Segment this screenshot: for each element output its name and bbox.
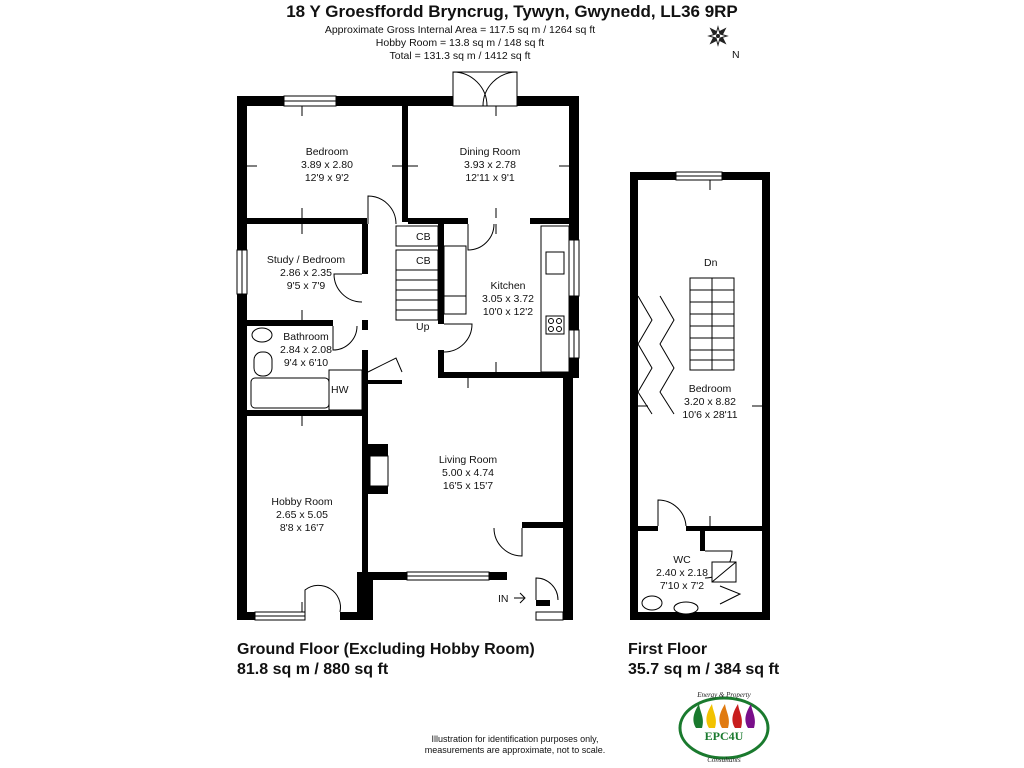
bath-icon [251, 378, 329, 408]
room-name: Bedroom [305, 146, 349, 158]
cupboard-label-1: CB [416, 231, 431, 243]
wardrobe-left-icon [638, 296, 652, 414]
entrance-label: IN [498, 593, 509, 605]
total-area-text: Total = 131.3 sq m / 1412 sq ft [389, 50, 531, 62]
room-imperial: 10'0 x 12'2 [482, 306, 534, 318]
fireplace-icon [370, 456, 388, 486]
room-imperial: 12'9 x 9'2 [304, 172, 350, 184]
stairs-down-label: Dn [704, 257, 718, 269]
room-bedroom-first [682, 383, 737, 421]
room-metric: 2.86 x 2.35 [280, 267, 332, 279]
hob-icon [546, 316, 564, 334]
room-imperial: 12'11 x 9'1 [465, 172, 515, 184]
room-metric: 3.20 x 8.82 [684, 396, 736, 408]
first-floor-area: 35.7 sq m / 384 sq ft [628, 661, 780, 678]
compass-icon [701, 19, 740, 61]
room-metric: 3.93 x 2.78 [464, 159, 516, 171]
room-imperial: 16'5 x 15'7 [442, 480, 494, 492]
disclaimer-line-1: Illustration for identification purposes only, [431, 734, 599, 744]
page-title: 18 Y Groesffordd Bryncrug, Tywyn, Gwynedd, LL36 9RP [286, 2, 738, 21]
basin-icon [254, 352, 272, 376]
toilet-icon [252, 328, 272, 342]
gross-area-text: Approximate Gross Internal Area = 117.5 sq m / 1264 sq ft [324, 24, 596, 36]
room-metric: 3.05 x 3.72 [482, 293, 534, 305]
ground-floor-summary [237, 640, 535, 680]
room-name: Kitchen [490, 280, 526, 292]
first-floor-title: First Floor [628, 641, 708, 658]
room-metric: 5.00 x 4.74 [442, 467, 494, 479]
room-name: Bedroom [688, 383, 732, 395]
first-floor-windows [676, 172, 722, 180]
ground-floor-area: 81.8 sq m / 880 sq ft [237, 661, 389, 678]
toilet-icon [642, 596, 662, 610]
room-metric: 3.89 x 2.80 [301, 159, 353, 171]
room-imperial: 10'6 x 28'11 [682, 409, 738, 421]
room-bathroom [280, 331, 332, 369]
room-kitchen [482, 280, 534, 318]
room-imperial: 9'4 x 6'10 [283, 357, 329, 369]
compass-north-label: N [732, 49, 740, 61]
room-wc [656, 554, 708, 592]
room-hobby-room [271, 496, 333, 534]
stairs-up-label: Up [416, 321, 430, 333]
logo-name: EPC4U [704, 729, 744, 743]
disclaimer-line-2: measurements are approximate, not to scale. [424, 745, 606, 755]
room-imperial: 7'10 x 7'2 [659, 580, 705, 592]
room-imperial: 8'8 x 16'7 [279, 522, 325, 534]
room-name: Hobby Room [271, 496, 333, 508]
room-name: Bathroom [283, 331, 329, 343]
stairs-icon [396, 270, 438, 320]
room-name: Living Room [438, 454, 498, 466]
room-living-room [439, 454, 498, 492]
room-metric: 2.40 x 2.18 [656, 567, 708, 579]
cupboard-label-2: CB [416, 255, 431, 267]
room-name: WC [673, 554, 691, 566]
room-imperial: 9'5 x 7'9 [286, 280, 326, 292]
hot-water-label: HW [331, 384, 349, 396]
room-dining-room [460, 146, 521, 184]
basin-icon [674, 602, 698, 614]
room-study-bedroom [267, 254, 345, 292]
room-metric: 2.84 x 2.08 [280, 344, 332, 356]
room-name: Study / Bedroom [266, 254, 346, 266]
sink-icon [546, 252, 564, 274]
disclaimer [400, 734, 630, 756]
room-bedroom-ground [301, 146, 353, 184]
entrance-arrow-icon [514, 593, 525, 603]
hobby-area-text: Hobby Room = 13.8 sq m / 148 sq ft [375, 37, 545, 49]
logo-bottom-text: Consultants [707, 756, 741, 764]
room-metric: 2.65 x 5.05 [276, 509, 328, 521]
logo-top-text: Energy & Property [697, 691, 751, 699]
epc4u-logo [676, 688, 772, 764]
first-floor-summary [628, 640, 779, 680]
room-name: Dining Room [459, 146, 521, 158]
ground-floor-title: Ground Floor (Excluding Hobby Room) [237, 641, 535, 658]
